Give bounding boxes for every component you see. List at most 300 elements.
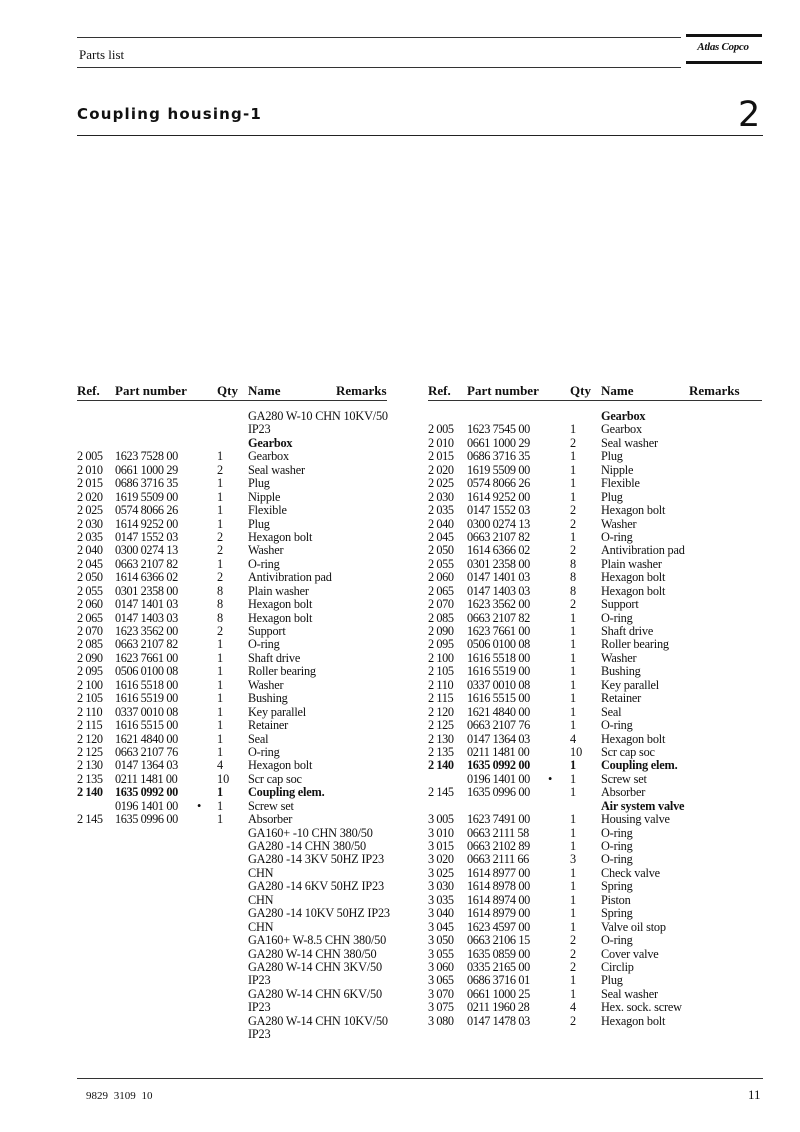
part-number-cell: 1621 4840 00 — [467, 704, 530, 719]
col-part-header: Part number — [467, 383, 539, 398]
qty-cell: 1 — [217, 744, 224, 759]
table-row — [428, 853, 762, 866]
qty-cell: 1 — [570, 422, 577, 437]
qty-cell: 1 — [570, 785, 577, 800]
table-row — [77, 934, 387, 947]
table-row — [77, 1001, 387, 1014]
ref-cell: 2 120 — [77, 731, 103, 746]
qty-cell: 4 — [570, 1000, 577, 1015]
qty-cell: 1 — [217, 650, 224, 665]
table-row — [428, 1001, 762, 1014]
table-row — [428, 504, 762, 517]
table-row — [77, 652, 387, 665]
ref-cell: 3 050 — [428, 933, 454, 948]
ref-cell: 3 065 — [428, 973, 454, 988]
part-number-cell: 0661 1000 29 — [467, 435, 530, 450]
ref-cell: 2 015 — [428, 449, 454, 464]
name-cell: Gearbox — [248, 435, 293, 450]
table-row — [428, 746, 762, 759]
ref-cell: 2 005 — [77, 449, 103, 464]
table-row — [77, 612, 387, 625]
name-cell: IP23 — [248, 973, 271, 988]
part-number-cell: 1623 7661 00 — [467, 624, 530, 638]
page-number: 11 — [748, 1087, 761, 1102]
qty-cell: 1 — [217, 476, 224, 491]
table-row — [428, 800, 762, 813]
ref-cell: 3 040 — [428, 906, 454, 921]
name-cell: Washer — [601, 516, 637, 531]
table-row — [428, 1015, 762, 1028]
name-cell: Screw set — [601, 771, 647, 786]
table-row — [77, 571, 387, 584]
qty-cell: 1 — [570, 489, 577, 504]
ref-cell: 2 055 — [428, 556, 454, 571]
part-number-cell: 0147 1403 03 — [467, 583, 530, 598]
ref-cell: 2 130 — [77, 758, 103, 773]
part-number-cell: 0147 1478 03 — [467, 1013, 530, 1028]
name-cell: Coupling elem. — [601, 758, 678, 773]
name-cell: Support — [248, 624, 286, 638]
name-cell: Shaft drive — [601, 624, 654, 638]
table-row — [77, 518, 387, 531]
part-number-cell: 1614 8979 00 — [467, 906, 530, 921]
ref-cell: 2 125 — [428, 718, 454, 733]
table-row — [428, 934, 762, 947]
table-row — [428, 571, 762, 584]
table-row — [428, 585, 762, 598]
table-row — [428, 733, 762, 746]
name-cell: Plug — [248, 516, 270, 531]
qty-cell: 1 — [570, 758, 577, 773]
ref-cell: 2 010 — [77, 462, 103, 477]
part-number-cell: 1635 0996 00 — [115, 812, 178, 827]
table-row — [77, 853, 387, 866]
part-number-cell: 1616 5518 00 — [467, 650, 530, 665]
name-cell: Gearbox — [601, 422, 642, 437]
ref-cell: 2 125 — [77, 744, 103, 759]
name-cell: Antivibration pad — [248, 570, 332, 585]
table-row — [77, 544, 387, 557]
qty-cell: 1 — [217, 691, 224, 706]
qty-cell: 1 — [217, 503, 224, 518]
table-row — [428, 773, 762, 786]
ref-cell: 2 050 — [77, 570, 103, 585]
qty-cell: 1 — [570, 986, 577, 1001]
name-cell: GA280 -14 10KV 50HZ IP23 — [248, 906, 390, 921]
name-cell: O-ring — [601, 529, 633, 544]
name-cell: Housing valve — [601, 812, 670, 827]
name-cell: Washer — [248, 677, 284, 692]
ref-cell: 2 055 — [77, 583, 103, 598]
qty-cell: 1 — [217, 704, 224, 719]
part-number-cell: 1621 4840 00 — [115, 731, 178, 746]
name-cell: Seal — [248, 731, 269, 746]
name-cell: Gearbox — [601, 409, 646, 423]
ref-cell: 2 140 — [77, 785, 103, 800]
table-row — [77, 504, 387, 517]
part-number-cell: 0663 2107 82 — [115, 637, 178, 652]
part-number-cell: 1616 5515 00 — [115, 718, 178, 733]
qty-cell: 2 — [570, 543, 577, 558]
table-row — [77, 558, 387, 571]
ref-cell: 3 010 — [428, 825, 454, 840]
part-number-cell: 0506 0100 08 — [467, 637, 530, 652]
ref-cell: 3 015 — [428, 839, 454, 853]
name-cell: GA280 W-10 CHN 10KV/50 — [248, 409, 388, 423]
part-number-cell: 0686 3716 35 — [467, 449, 530, 464]
table-row — [77, 840, 387, 853]
part-number-cell: 0661 1000 29 — [115, 462, 178, 477]
part-number-cell: 0663 2107 82 — [115, 556, 178, 571]
name-cell: Seal washer — [601, 435, 658, 450]
qty-cell: 8 — [217, 583, 224, 598]
part-number-cell: 1635 0996 00 — [467, 785, 530, 800]
name-cell: IP23 — [248, 422, 271, 437]
ref-cell: 3 070 — [428, 986, 454, 1001]
ref-cell: 2 145 — [428, 785, 454, 800]
ref-cell: 3 020 — [428, 852, 454, 867]
table-row — [77, 491, 387, 504]
name-cell: O-ring — [601, 825, 633, 840]
name-cell: Flexible — [601, 476, 640, 491]
footer-rule — [77, 1078, 763, 1079]
part-number-cell: 0196 1401 00 — [115, 798, 178, 813]
table-row — [77, 679, 387, 692]
name-cell: Hexagon bolt — [248, 597, 313, 612]
table-row — [77, 410, 387, 423]
qty-cell: 1 — [570, 650, 577, 665]
ref-cell: 3 055 — [428, 946, 454, 961]
name-cell: O-ring — [601, 839, 633, 853]
qty-cell: 10 — [570, 744, 583, 759]
qty-cell: 3 — [570, 852, 577, 867]
col-ref-header: Ref. — [428, 383, 451, 398]
table-row — [428, 410, 762, 423]
table-row — [428, 894, 762, 907]
part-number-cell: 0147 1364 03 — [115, 758, 178, 773]
ref-cell: 3 035 — [428, 892, 454, 907]
part-number-cell: 0663 2107 76 — [115, 744, 178, 759]
table-row — [77, 625, 387, 638]
ref-cell: 2 095 — [428, 637, 454, 652]
name-cell: Roller bearing — [248, 664, 316, 679]
name-cell: Key parallel — [248, 704, 307, 719]
part-number-cell: 0574 8066 26 — [467, 476, 530, 491]
table-row — [77, 906, 390, 921]
marker-cell: • — [197, 798, 202, 813]
part-number-cell: 1614 8974 00 — [467, 892, 530, 907]
qty-cell: 1 — [570, 449, 577, 464]
name-cell: Hexagon bolt — [601, 731, 666, 746]
ref-cell: 2 140 — [428, 758, 454, 773]
qty-cell: 1 — [217, 516, 224, 531]
table-row — [428, 464, 762, 477]
ref-cell: 2 085 — [77, 637, 103, 652]
qty-cell: 1 — [217, 785, 224, 800]
name-cell: Absorber — [248, 812, 293, 827]
qty-cell: 1 — [570, 704, 577, 719]
name-cell: Seal — [601, 704, 622, 719]
name-cell: Antivibration pad — [601, 543, 685, 558]
table-row — [77, 974, 387, 987]
table-row — [77, 706, 387, 719]
ref-cell: 2 025 — [428, 476, 454, 491]
table-row — [77, 988, 387, 1001]
name-cell: Hexagon bolt — [601, 503, 666, 518]
ref-cell: 2 030 — [428, 489, 454, 504]
part-number-cell: 1614 6366 02 — [467, 543, 530, 558]
table-row — [77, 827, 387, 840]
name-cell: GA160+ W-8.5 CHN 380/50 — [248, 933, 387, 948]
part-number-cell: 0337 0010 08 — [115, 704, 178, 719]
name-cell: GA280 W-14 CHN 380/50 — [248, 946, 377, 961]
table-row — [77, 1015, 387, 1028]
name-cell: O-ring — [601, 933, 633, 948]
name-cell: O-ring — [248, 637, 280, 652]
table-row — [428, 813, 762, 826]
qty-cell: 1 — [217, 637, 224, 652]
ref-cell: 2 090 — [428, 624, 454, 638]
qty-cell: 4 — [217, 758, 224, 773]
name-cell: Roller bearing — [601, 637, 669, 652]
ref-cell: 2 130 — [428, 731, 454, 746]
table-row — [77, 665, 387, 678]
ref-cell: 2 100 — [77, 677, 103, 692]
name-cell: Hex. sock. screw — [601, 1000, 682, 1015]
table-row — [428, 786, 762, 799]
table-row — [428, 706, 762, 719]
name-cell: Plug — [248, 476, 270, 491]
name-cell: O-ring — [601, 852, 633, 867]
name-cell: IP23 — [248, 1027, 271, 1042]
table-row — [77, 423, 387, 436]
table-row — [77, 746, 387, 759]
part-number-cell: 1635 0992 00 — [115, 785, 178, 800]
qty-cell: 2 — [217, 462, 224, 477]
part-number-cell: 0663 2102 89 — [467, 839, 530, 853]
qty-cell: 1 — [570, 839, 577, 853]
qty-cell: 1 — [217, 798, 224, 813]
col-qty-header: Qty — [570, 383, 591, 398]
qty-cell: 1 — [570, 624, 577, 638]
name-cell: Key parallel — [601, 677, 660, 692]
table-row — [77, 1028, 387, 1041]
qty-cell: 1 — [570, 529, 577, 544]
part-number-cell: 0211 1481 00 — [467, 744, 530, 759]
part-number-cell: 1623 7491 00 — [467, 812, 530, 827]
table-row — [428, 625, 762, 638]
table-row — [428, 558, 762, 571]
table-row — [428, 867, 762, 880]
part-number-cell: 1619 5509 00 — [115, 489, 178, 504]
header-rule-top — [77, 37, 681, 38]
col-remarks-header: Remarks — [689, 383, 740, 398]
ref-cell: 2 110 — [428, 677, 454, 692]
title-rule — [77, 135, 763, 136]
ref-cell: 2 070 — [77, 624, 103, 638]
qty-cell: 1 — [570, 462, 577, 477]
qty-cell: 2 — [570, 933, 577, 948]
col-qty-header: Qty — [217, 383, 238, 398]
ref-cell: 2 105 — [428, 664, 454, 679]
qty-cell: 1 — [570, 825, 577, 840]
name-cell: Gearbox — [248, 449, 289, 464]
ref-cell: 2 060 — [428, 570, 454, 585]
part-number-cell: 0301 2358 00 — [467, 556, 530, 571]
table-row — [77, 531, 387, 544]
qty-cell: 1 — [570, 879, 577, 894]
part-number-cell: 1623 7661 00 — [115, 650, 178, 665]
part-number-cell: 0147 1401 03 — [115, 597, 178, 612]
table-row — [428, 437, 762, 450]
name-cell: Hexagon bolt — [248, 610, 313, 625]
table-row — [428, 638, 762, 651]
table-row — [77, 598, 387, 611]
qty-cell: 8 — [217, 610, 224, 625]
qty-cell: 1 — [570, 919, 577, 934]
name-cell: Scr cap soc — [248, 771, 302, 786]
ref-cell: 2 115 — [77, 718, 103, 733]
part-number-cell: 0686 3716 35 — [115, 476, 178, 491]
col-ref-header: Ref. — [77, 383, 100, 398]
name-cell: IP23 — [248, 1000, 271, 1015]
name-cell: Retainer — [248, 718, 289, 733]
section-number: 2 — [738, 95, 761, 135]
ref-cell: 3 045 — [428, 919, 454, 934]
part-number-cell: 0337 0010 08 — [467, 677, 530, 692]
ref-cell: 2 010 — [428, 435, 454, 450]
ref-cell: 2 100 — [428, 650, 454, 665]
qty-cell: 1 — [570, 677, 577, 692]
name-cell: Piston — [601, 892, 631, 907]
part-number-cell: 1623 3562 00 — [115, 624, 178, 638]
qty-cell: 1 — [217, 664, 224, 679]
table-row — [77, 692, 387, 705]
table-row — [428, 827, 762, 840]
table-row — [428, 477, 762, 490]
part-number-cell: 1623 3562 00 — [467, 597, 530, 612]
table-header — [428, 383, 762, 399]
name-cell: Air system valve — [601, 798, 685, 813]
ref-cell: 2 115 — [428, 691, 454, 706]
name-cell: CHN — [248, 865, 274, 880]
name-cell: Screw set — [248, 798, 294, 813]
qty-cell: 2 — [217, 543, 224, 558]
table-header — [77, 383, 387, 399]
qty-cell: 1 — [570, 664, 577, 679]
qty-cell: 1 — [217, 449, 224, 464]
name-cell: Hexagon bolt — [248, 758, 313, 773]
table-row — [77, 880, 387, 893]
qty-cell: 1 — [217, 677, 224, 692]
table-row — [428, 974, 762, 987]
qty-cell: 1 — [570, 973, 577, 988]
section-title: Coupling housing-1 — [77, 105, 263, 123]
name-cell: Hexagon bolt — [601, 583, 666, 598]
part-number-cell: 1614 9252 00 — [115, 516, 178, 531]
table-row — [428, 759, 762, 772]
table-row — [428, 518, 762, 531]
qty-cell: 1 — [217, 731, 224, 746]
name-cell: Nipple — [248, 489, 281, 504]
qty-cell: 1 — [570, 476, 577, 491]
col-part-header: Part number — [115, 383, 187, 398]
name-cell: CHN — [248, 892, 274, 907]
name-cell: GA280 W-14 CHN 10KV/50 — [248, 1013, 388, 1028]
col-name-header: Name — [248, 383, 281, 398]
name-cell: Hexagon bolt — [601, 1013, 666, 1028]
table-rows — [428, 410, 762, 1028]
qty-cell: 1 — [217, 812, 224, 827]
name-cell: O-ring — [248, 744, 280, 759]
table-row — [77, 867, 387, 880]
ref-cell: 3 025 — [428, 865, 454, 880]
ref-cell: 2 005 — [428, 422, 454, 437]
ref-cell: 3 080 — [428, 1013, 454, 1028]
ref-cell: 3 030 — [428, 879, 454, 894]
name-cell: Nipple — [601, 462, 634, 477]
table-row — [428, 948, 762, 961]
table-row — [77, 961, 387, 974]
qty-cell: 1 — [570, 771, 577, 786]
part-number-cell: 0663 2107 76 — [467, 718, 530, 733]
ref-cell: 2 020 — [77, 489, 103, 504]
name-cell: GA280 -14 6KV 50HZ IP23 — [248, 879, 384, 894]
part-number-cell: 0663 2111 66 — [467, 852, 529, 867]
name-cell: Bushing — [248, 691, 288, 706]
qty-cell: 2 — [570, 597, 577, 612]
part-number-cell: 1623 7528 00 — [115, 449, 178, 464]
table-row — [77, 733, 387, 746]
ref-cell: 2 030 — [77, 516, 103, 531]
name-cell: Support — [601, 597, 639, 612]
ref-cell: 2 040 — [77, 543, 103, 558]
qty-cell: 1 — [217, 718, 224, 733]
table-row — [77, 638, 387, 651]
part-number-cell: 1614 8978 00 — [467, 879, 530, 894]
table-row — [428, 961, 762, 974]
part-number-cell: 0211 1481 00 — [115, 771, 178, 786]
ref-cell: 2 070 — [428, 597, 454, 612]
ref-cell: 2 095 — [77, 664, 103, 679]
table-row — [428, 719, 762, 732]
part-number-cell: 0574 8066 26 — [115, 503, 178, 518]
ref-cell: 3 060 — [428, 959, 454, 974]
part-number-cell: 0147 1401 03 — [467, 570, 530, 585]
table-row — [77, 773, 387, 786]
qty-cell: 2 — [570, 959, 577, 974]
table-row — [77, 477, 387, 490]
name-cell: Plain washer — [601, 556, 662, 571]
part-number-cell: 0663 2107 82 — [467, 529, 530, 544]
table-row — [77, 450, 387, 463]
qty-cell: 1 — [570, 906, 577, 921]
ref-cell: 2 065 — [77, 610, 103, 625]
table-row — [428, 652, 762, 665]
document-number: 9829 3109 10 — [86, 1090, 153, 1102]
part-number-cell: 1616 5519 00 — [115, 691, 178, 706]
ref-cell: 2 045 — [428, 529, 454, 544]
name-cell: GA280 -14 3KV 50HZ IP23 — [248, 852, 384, 867]
qty-cell: 2 — [570, 946, 577, 961]
part-number-cell: 0506 0100 08 — [115, 664, 178, 679]
qty-cell: 8 — [570, 583, 577, 598]
ref-cell: 2 090 — [77, 650, 103, 665]
qty-cell: 2 — [570, 1013, 577, 1028]
qty-cell: 8 — [570, 556, 577, 571]
name-cell: Plug — [601, 489, 623, 504]
name-cell: Plug — [601, 449, 623, 464]
